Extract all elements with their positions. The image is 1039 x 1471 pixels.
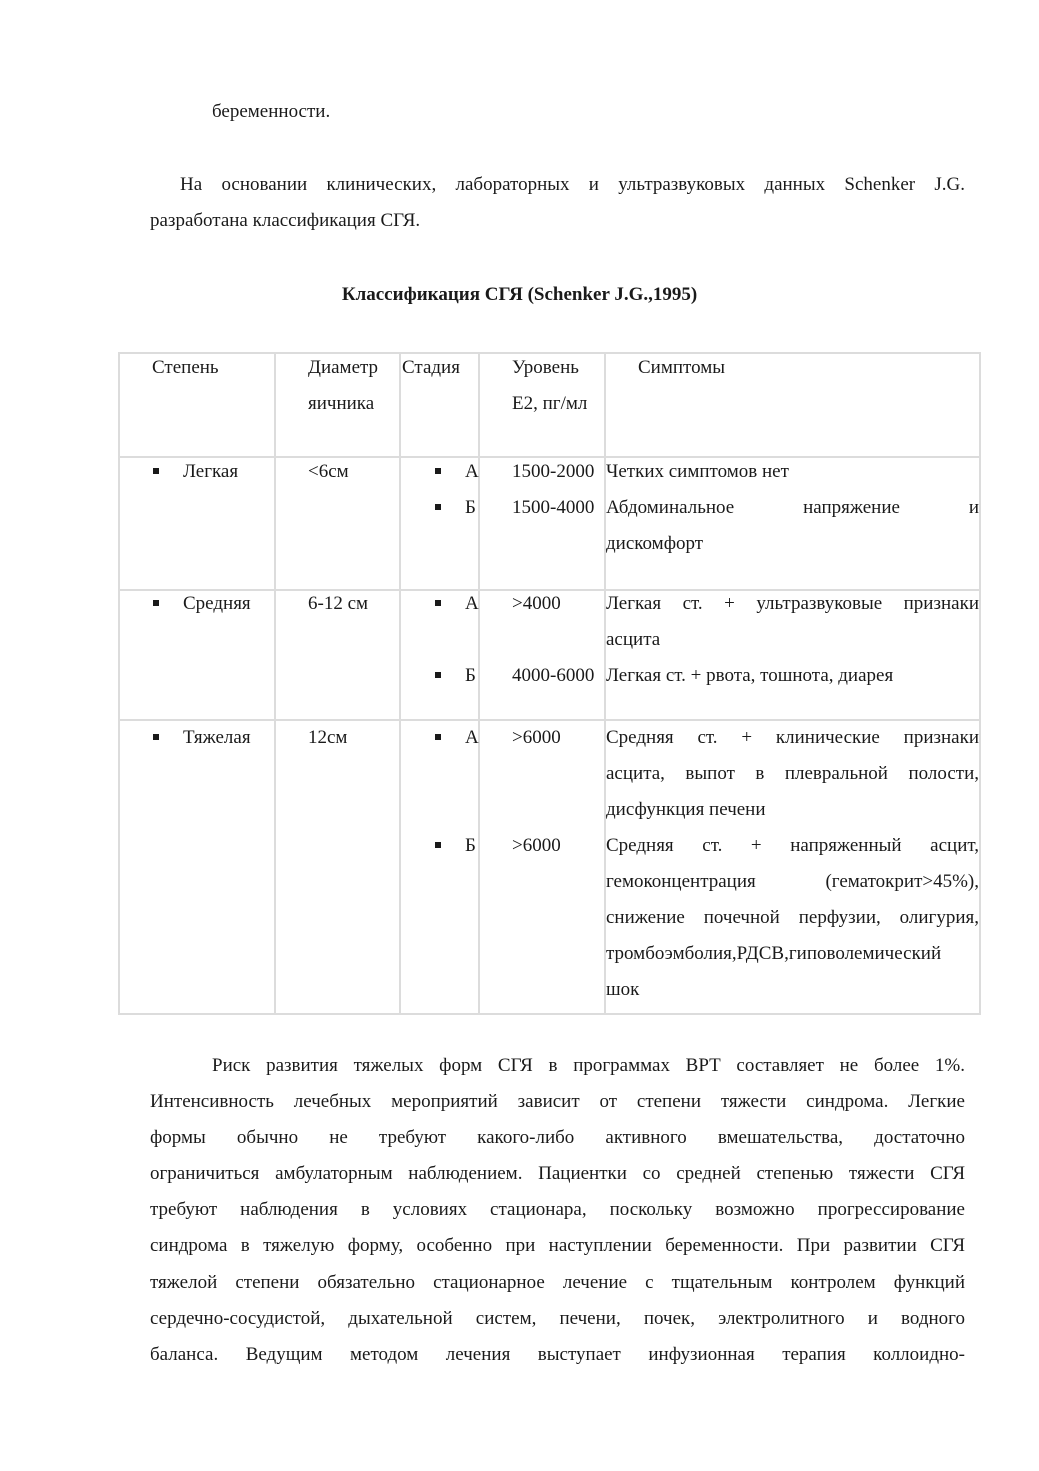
header-diameter-line2: яичника <box>308 393 375 414</box>
row-symptoms <box>606 490 979 562</box>
symptom-line: Легкая ст. + рвота, тошнота, диарея <box>606 665 894 686</box>
header-level: Уровень <box>512 357 579 378</box>
row-degree: Средняя <box>183 593 251 614</box>
header-degree: Степень <box>152 357 219 378</box>
row-level: >4000 <box>512 593 561 614</box>
text-line: беременности. <box>212 101 331 122</box>
table-col-divider <box>399 352 401 1015</box>
row-stage: А <box>465 593 479 614</box>
symptom-line: Легкая ст. + ультразвуковые признаки <box>606 593 979 614</box>
symptom-line: Средняя ст. + напряженный асцит, <box>606 835 979 856</box>
row-symptoms <box>606 828 979 1008</box>
body-paragraph <box>150 1048 965 1373</box>
bullet-icon <box>435 504 441 510</box>
row-stage: А <box>465 461 479 482</box>
symptom-line: шок <box>606 979 640 1000</box>
symptom-line: Средняя ст. + клинические признаки <box>606 727 979 748</box>
row-diameter: <6см <box>308 461 349 482</box>
row-symptoms <box>606 586 979 658</box>
bullet-icon <box>153 600 159 606</box>
row-diameter: 12см <box>308 727 348 748</box>
bullet-icon <box>435 600 441 606</box>
body-line: Риск развития тяжелых форм СГЯ в программах ВРТ составляет не более 1%. <box>212 1055 965 1076</box>
bullet-icon <box>435 734 441 740</box>
row-stage: Б <box>465 665 476 686</box>
symptom-line: Абдоминальное напряжение и <box>606 497 979 518</box>
row-degree: Легкая <box>183 461 239 482</box>
symptom-line: тромбоэмболия,РДСВ,гиповолемический <box>606 943 942 964</box>
row-symptoms <box>606 658 979 694</box>
row-level: >6000 <box>512 727 561 748</box>
row-symptoms <box>606 454 979 490</box>
bullet-icon <box>435 672 441 678</box>
symptom-line: гемоконцентрация (гематокрит>45%), <box>606 871 979 892</box>
symptom-line: дисфункция печени <box>606 799 766 820</box>
table-col-divider <box>478 352 480 1015</box>
body-line: ограничиться амбулаторным наблюдением. Пациентки со средней степенью тяжести СГЯ <box>150 1163 965 1185</box>
row-stage: А <box>465 727 479 748</box>
bullet-icon <box>435 468 441 474</box>
header-stage: Стадия <box>402 357 460 378</box>
bullet-icon <box>153 734 159 740</box>
row-level: 4000-6000 <box>512 665 595 686</box>
header-level-line2: Е2, пг/мл <box>512 393 588 414</box>
body-line: требуют наблюдения в условиях стационара, поскольку возможно прогрессирование <box>150 1199 965 1221</box>
header-diameter: Диаметр <box>308 357 379 378</box>
row-symptoms <box>606 720 979 828</box>
body-line: синдрома в тяжелую форму, особенно при наступлении беременности. При развитии СГЯ <box>150 1235 965 1257</box>
body-line: сердечно-сосудистой, дыхательной систем, печени, почек, электролитного и водного <box>150 1307 965 1329</box>
symptom-line: асцита <box>606 629 661 650</box>
row-stage: Б <box>465 497 476 518</box>
intro-line-1: На основании клинических, лабораторных и ультразвуковых данных Schenker J.G. <box>180 174 965 195</box>
body-line: Интенсивность лечебных мероприятий зависит от степени тяжести синдрома. Легкие <box>150 1091 965 1113</box>
row-level: 1500-2000 <box>512 461 595 482</box>
bullet-icon <box>153 468 159 474</box>
body-line: формы обычно не требуют какого-либо активного вмешательства, достаточно <box>150 1127 965 1149</box>
bullet-icon <box>435 842 441 848</box>
row-level: >6000 <box>512 835 561 856</box>
intro-line-2: разработана классификация СГЯ. <box>150 210 421 231</box>
row-stage: Б <box>465 835 476 856</box>
body-line: тяжелой степени обязательно стационарное лечение с тщательным контролем функций <box>150 1271 965 1293</box>
table-col-divider <box>274 352 276 1015</box>
symptom-line: снижение почечной перфузии, олигурия, <box>606 907 979 928</box>
table-title: Классификация СГЯ (Schenker J.G.,1995) <box>341 284 698 305</box>
row-degree: Тяжелая <box>183 727 251 748</box>
symptom-line: асцита, выпот в плевральной полости, <box>606 763 979 784</box>
body-line: баланса. Ведущим методом лечения выступает инфузионная терапия коллоидно- <box>150 1343 965 1365</box>
row-level: 1500-4000 <box>512 497 595 518</box>
symptom-line: Четких симптомов нет <box>606 461 789 482</box>
symptom-line: дискомфорт <box>606 533 704 554</box>
row-diameter: 6-12 см <box>308 593 369 614</box>
header-symptoms: Симптомы <box>638 357 726 378</box>
